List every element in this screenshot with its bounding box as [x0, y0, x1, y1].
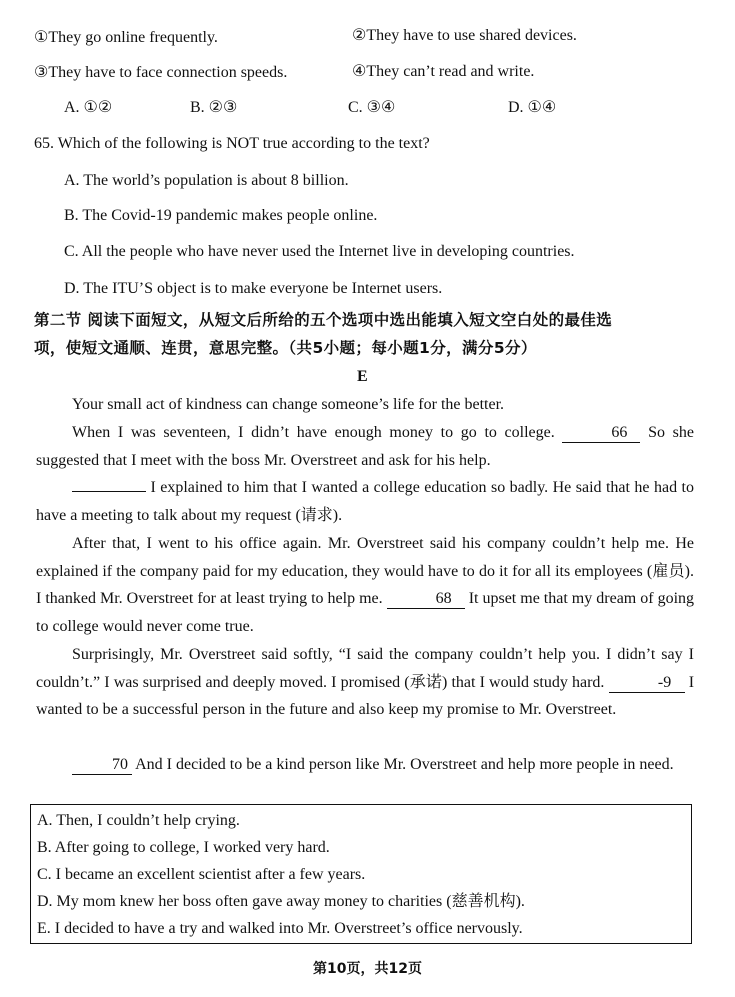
q64-choice-a: A. ①② [64, 99, 113, 116]
q64-choice-d: D. ①④ [508, 99, 557, 116]
option-b: B. After going to college, I worked very hard. [37, 839, 330, 856]
q65-stem: 65. Which of the following is NOT true according to the text? [34, 135, 430, 152]
q64-statement-2: ②They have to use shared devices. [352, 27, 577, 44]
paragraph-6-text: And I decided to be a kind person like Mr. Overstreet and help more people in need. [135, 756, 674, 773]
q65-option-a: A. The world’s population is about 8 billion. [64, 172, 349, 189]
blank-66: 66 [562, 424, 640, 443]
q65-option-d: D. The ITU’S object is to make everyone be Internet users. [64, 280, 443, 297]
q64-choice-c: C. ③④ [348, 99, 396, 116]
paragraph-5-text-b: I wanted to be a successful person in the future and also keep my promise to Mr. Overstreet. [36, 673, 695, 719]
q65-option-c: C. All the people who have never used the Internet live in developing countries. [64, 243, 575, 260]
blank-69: -9 [609, 674, 685, 693]
option-a: A. Then, I couldn’t help crying. [37, 812, 240, 829]
paragraph-2-text-b: So she suggested that I meet with the boss Mr. Overstreet and ask for his help. [36, 424, 694, 469]
q64-statement-3: ③They have to face connection speeds. [34, 64, 288, 81]
passage-paragraph-3 [36, 474, 694, 529]
paragraph-1-text: Your small act of kindness can change someone’s life for the better. [72, 396, 505, 413]
option-c: C. I became an excellent scientist after a few years. [37, 866, 366, 883]
q64-statement-1: ①They go online frequently. [34, 29, 218, 46]
blank-68: 68 [387, 590, 465, 609]
q64-statement-4: ④They can’t read and write. [352, 63, 535, 80]
paragraph-3-text: I explained to him that I wanted a college education so badly. He said that he had to have a meeting to talk about my request (请求). [36, 479, 694, 524]
passage-paragraph-5 [36, 641, 694, 724]
option-e: E. I decided to have a try and walked into Mr. Overstreet’s office nervously. [37, 920, 523, 937]
paragraph-5-text-a: Surprisingly, Mr. Overstreet said softly, “I said the company couldn’t help you. I didn’t say I couldn’t.” I was surprised and deeply moved. I promised (承诺) that I would study hard. [36, 646, 694, 691]
paragraph-2-text-a: When I was seventeen, I didn’t have enough money to go to college. [72, 424, 555, 441]
paragraph-4-text-b: It upset me that my dream of going to college would never come true. [36, 590, 695, 635]
blank-70: 70 [72, 756, 132, 775]
option-d: D. My mom knew her boss often gave away money to charities (慈善机构). [37, 893, 525, 910]
section-instructions-line-2: 项，使短文通顺、连贯，意思完整。（共5小题；每小题1分，满分5分） [34, 339, 537, 357]
blank-67 [72, 491, 146, 492]
passage-paragraph-4 [36, 530, 694, 640]
passage-paragraph-2 [36, 419, 694, 474]
q64-choice-b: B. ②③ [190, 99, 238, 116]
passage-paragraph-1 [36, 391, 694, 419]
q65-option-b: B. The Covid-19 pandemic makes people online. [64, 207, 378, 224]
passage-title: E [357, 368, 368, 385]
passage-paragraph-6 [36, 751, 694, 779]
answer-options-box [30, 804, 692, 944]
page-number: 第10页，共12页 [313, 961, 422, 977]
section-instructions-line-1: 第二节 阅读下面短文，从短文后所给的五个选项中选出能填入短文空白处的最佳选 [34, 311, 613, 329]
paragraph-4-text-a: After that, I went to his office again. Mr. Overstreet said his company couldn’t help me. He explained if the company paid for my education, they would have to do it for all its employees (雇员). I thanked Mr. Overstreet for at least trying to help me. [36, 535, 694, 608]
